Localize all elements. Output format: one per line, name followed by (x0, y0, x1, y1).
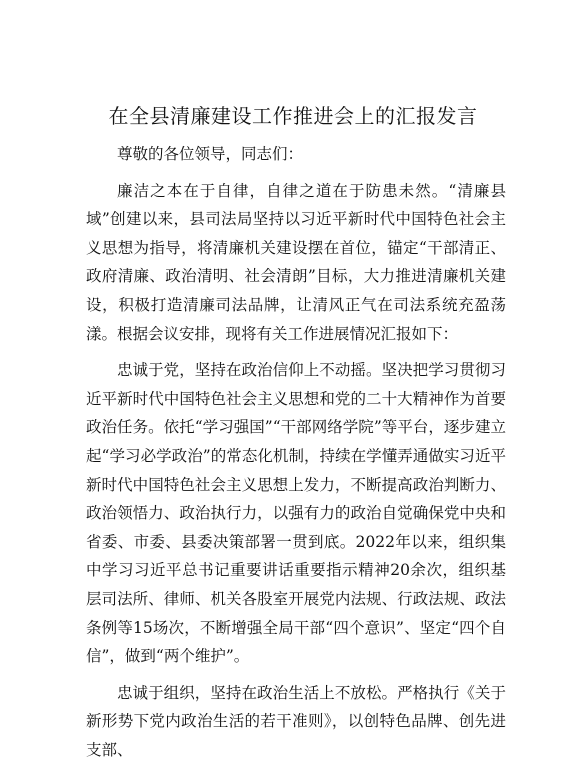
document-title: 在全县清廉建设工作推进会上的汇报发言 (108, 104, 478, 128)
paragraph-intro: 廉洁之本在于自律，自律之道在于防患未然。“清廉县域”创建以来，县司法局坚持以习近平新时代中国特色社会主义思想为指导，将清廉机关建设摆在首位，锚定“干部清正、政府清廉、政治清明、社会清朗”目标，大力推进清廉机关建设，积极打造清廉司法品牌，让清风正气在司法系统充盈荡漾。根据会议安排，现将有关工作进展情况汇报如下： (86, 181, 506, 343)
salutation: 尊敬的各位领导，同志们： (117, 145, 304, 163)
paragraph-loyal-to-organization: 忠诚于组织，坚持在政治生活上不放松。严格执行《关于新形势下党内政治生活的若干准则》，以创特色品牌、创先进支部、 (86, 683, 506, 759)
paragraph-loyal-to-party: 忠诚于党，坚持在政治信仰上不动摇。坚决把学习贯彻习近平新时代中国特色社会主义思想和党的二十大精神作为首要政治任务。依托“学习强国”“干部网络学院”等平台，逐步建立起“学习必学政治”的常态化机制，持续在学懂弄通做实习近平新时代中国特色社会主义思想上发力，不断提高政治判断力、政治领悟力、政治执行力，以强有力的政治自觉确保党中央和省委、市委、县委决策部署一贯到底。2022年以来，组织集中学习习近平总书记重要讲话重要指示精神20余次，组织基层司法所、律师、机关各股室开展党内法规、行政法规、政法条例等15场次，不断增强全局干部“四个意识”、坚定“四个自信”，做到“两个维护”。 (86, 361, 506, 666)
document-body (86, 140, 506, 764)
